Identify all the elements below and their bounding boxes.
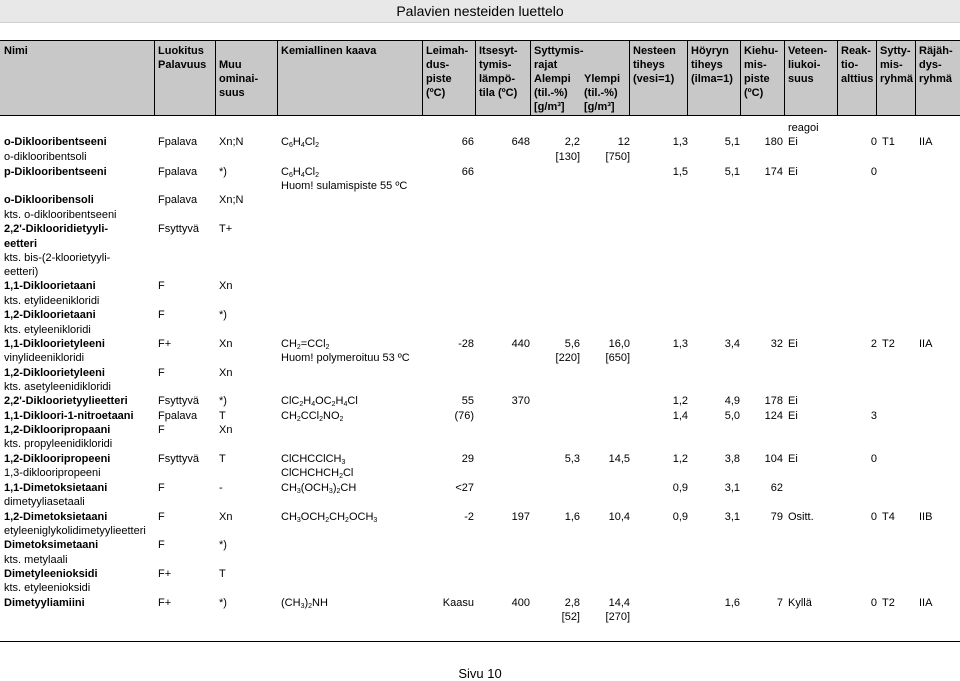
- table-cell: $C_6H_4Cl_2$: [281, 166, 320, 179]
- table-cell: *): [219, 166, 227, 178]
- table-cell: Ei: [788, 410, 798, 422]
- header-nesteen: tiheys: [633, 59, 665, 71]
- header-hoyryn: tiheys: [691, 59, 723, 71]
- table-cell: reagoi: [788, 122, 819, 134]
- table-cell: $CH_3OCH_2CH_2OCH_3$: [281, 511, 378, 524]
- table-cell: kts. etyleenioksidi: [4, 582, 91, 594]
- table-row: [0, 279, 960, 294]
- table-cell: 3,1: [724, 482, 740, 494]
- table-cell: kts. propyleenidikloridi: [4, 438, 113, 450]
- table-cell: Xn: [219, 511, 233, 523]
- table-cell: 14,4: [608, 597, 630, 609]
- page-number: Sivu 10: [458, 666, 502, 681]
- table-cell: 0,9: [672, 482, 688, 494]
- header-luokitus: Luokitus: [158, 45, 204, 57]
- table-cell: 29: [461, 453, 474, 465]
- table-cell: -28: [458, 338, 474, 350]
- table-cell: -: [219, 482, 223, 494]
- header-divider: [422, 41, 423, 115]
- table-cell: 180: [764, 136, 783, 148]
- header-reak: Reak-: [841, 45, 871, 57]
- table-cell: [270]: [605, 611, 630, 623]
- table-cell: Fpalava: [158, 166, 198, 178]
- table-cell: -2: [464, 511, 474, 523]
- table-cell: 3,4: [724, 338, 740, 350]
- table-cell: Kaasu: [442, 597, 474, 609]
- table-cell: 55: [461, 395, 474, 407]
- table-cell: 440: [511, 338, 530, 350]
- table-cell: 1,1-Dikloorietyleeni: [4, 338, 105, 350]
- header-kiehu: mis-: [744, 59, 767, 71]
- header-sytty: mis-: [880, 59, 903, 71]
- table-cell: 14,5: [608, 453, 630, 465]
- table-row: [0, 495, 960, 510]
- table-row: [0, 135, 960, 150]
- table-row: [0, 366, 960, 381]
- header-nimi: Nimi: [4, 45, 28, 57]
- table-cell: [52]: [561, 611, 580, 623]
- table-row: [0, 380, 960, 395]
- header-leimah: (ºC): [426, 87, 446, 99]
- table-cell: F: [158, 424, 165, 436]
- table-row: [0, 553, 960, 568]
- table-row: [0, 567, 960, 582]
- table-cell: 5,1: [724, 166, 740, 178]
- header-leimah: Leimah-: [426, 45, 469, 57]
- table-cell: IIA: [919, 338, 933, 350]
- header-sytty: ryhmä: [880, 73, 914, 85]
- table-cell: Xn: [219, 280, 233, 292]
- header-alempi: Alempi: [534, 73, 571, 85]
- table-cell: F: [158, 511, 165, 523]
- header-divider: [629, 41, 630, 115]
- table-cell: 12: [617, 136, 630, 148]
- header-divider: [154, 41, 155, 115]
- header-ylempi: (til.-%): [584, 87, 618, 99]
- table-row: [0, 150, 960, 165]
- table-cell: 5,0: [724, 410, 740, 422]
- table-cell: T4: [882, 511, 895, 523]
- header-kaava: Kemiallinen kaava: [281, 45, 377, 57]
- table-cell: 1,2: [672, 395, 688, 407]
- header-syttymisrajat: Syttymis-: [534, 45, 584, 57]
- table-cell: 174: [764, 166, 783, 178]
- table-cell: T: [219, 410, 226, 422]
- table-cell: 16,0: [608, 338, 630, 350]
- table-cell: kts. metylaali: [4, 554, 68, 566]
- header-itsesyt: tila (ºC): [479, 87, 518, 99]
- header-muu: ominai-: [219, 73, 259, 85]
- table-cell: 66: [461, 136, 474, 148]
- header-divider: [837, 41, 838, 115]
- header-kiehu: Kiehu-: [744, 45, 779, 57]
- table-cell: T: [219, 568, 226, 580]
- table-cell: 1,3-diklooripropeeni: [4, 467, 101, 479]
- table-cell: 1,2-Dikloorietyleeni: [4, 367, 105, 379]
- header-itsesyt: Itsesyt-: [479, 45, 518, 57]
- table-cell: kts. bis-(2-kloorietyyli-: [4, 252, 111, 264]
- table-cell: T: [219, 453, 226, 465]
- header-hoyryn: Höyryn: [691, 45, 729, 57]
- table-cell: T2: [882, 597, 895, 609]
- header-ylempi: Ylempi: [584, 73, 621, 85]
- table-row: [0, 466, 960, 481]
- header-veteen: Veteen-: [788, 45, 828, 57]
- table-cell: Fsyttyvä: [158, 223, 199, 235]
- header-kiehu: piste: [744, 73, 770, 85]
- table-cell: 1,2-Diklooripropaani: [4, 424, 111, 436]
- table-cell: (76): [454, 410, 474, 422]
- table-cell: 648: [511, 136, 530, 148]
- table-cell: <27: [455, 482, 474, 494]
- table-cell: eetteri): [4, 266, 39, 278]
- table-cell: 124: [764, 410, 783, 422]
- table-cell: Huom! polymeroituu 53 ºC: [281, 352, 410, 364]
- table-row: [0, 337, 960, 352]
- table-cell: 2,2'-Dikloorietyylieetteri: [4, 395, 128, 407]
- header-divider: [277, 41, 278, 115]
- header-itsesyt: tymis-: [479, 59, 512, 71]
- table-cell: Xn: [219, 367, 233, 379]
- table-cell: ClCHCHCH$_2$Cl: [281, 467, 354, 480]
- table-cell: Fsyttyvä: [158, 395, 199, 407]
- table-cell: 178: [764, 395, 783, 407]
- header-reak: tio-: [841, 59, 859, 71]
- table-cell: IIA: [919, 597, 933, 609]
- table-cell: 1,1-Dikloori-1-nitroetaani: [4, 410, 134, 422]
- table-cell: F: [158, 367, 165, 379]
- table-header: [0, 41, 960, 116]
- table-cell: o-Diklooribensoli: [4, 194, 94, 206]
- table-row: [0, 481, 960, 496]
- table-cell: $CH_2CCl_2NO_2$: [281, 410, 344, 423]
- header-reak: alttius: [841, 73, 874, 85]
- table-row: [0, 237, 960, 252]
- table-cell: $CH_2=CCl_2$: [281, 338, 330, 351]
- header-divider: [784, 41, 785, 115]
- table-cell: [650]: [605, 352, 630, 364]
- table-row: [0, 524, 960, 539]
- table-cell: 1,2: [672, 453, 688, 465]
- header-divider: [740, 41, 741, 115]
- table-cell: IIA: [919, 136, 933, 148]
- header-hoyryn: (ilma=1): [691, 73, 733, 85]
- header-rajah: dys-: [919, 59, 942, 71]
- table-cell: *): [219, 309, 227, 321]
- header-palavuus: Palavuus: [158, 59, 207, 71]
- table-cell: 0,9: [672, 511, 688, 523]
- table-row: [0, 437, 960, 452]
- header-divider: [215, 41, 216, 115]
- table-cell: Ei: [788, 395, 798, 407]
- table-cell: eetteri: [4, 238, 38, 250]
- table-cell: 1,6: [724, 597, 740, 609]
- table-cell: Fpalava: [158, 194, 198, 206]
- table-row: [0, 610, 960, 625]
- table-cell: F: [158, 280, 165, 292]
- table-cell: o-Diklooribentseeni: [4, 136, 107, 148]
- table-cell: Ei: [788, 338, 798, 350]
- table-cell: kts. etylideenikloridi: [4, 295, 100, 307]
- table-cell: F+: [158, 597, 172, 609]
- table-cell: 32: [770, 338, 783, 350]
- table-cell: Ei: [788, 136, 798, 148]
- table-cell: T2: [882, 338, 895, 350]
- table-cell: 10,4: [608, 511, 630, 523]
- table-cell: kts. asetyleenidikloridi: [4, 381, 111, 393]
- table-row: [0, 208, 960, 223]
- table-cell: 1,5: [672, 166, 688, 178]
- header-divider: [915, 41, 916, 115]
- table-cell: F: [158, 539, 165, 551]
- table-row: [0, 179, 960, 194]
- header-alempi: [g/m³]: [534, 101, 565, 113]
- header-divider: [687, 41, 688, 115]
- table-row: [0, 323, 960, 338]
- header-kiehu: (ºC): [744, 87, 764, 99]
- table-cell: 0: [870, 597, 877, 609]
- table-cell: F: [158, 482, 165, 494]
- table-cell: *): [219, 597, 227, 609]
- table-cell: $ClC_2H_4OC_2H_4Cl$: [281, 395, 358, 408]
- header-leimah: dus-: [426, 59, 450, 71]
- table-cell: Dimetyleenioksidi: [4, 568, 98, 580]
- table-row: [0, 581, 960, 596]
- table-row: [0, 423, 960, 438]
- window-title: Palavien nesteiden luettelo: [0, 0, 960, 23]
- table-cell: F+: [158, 568, 172, 580]
- table-row: [0, 596, 960, 611]
- header-divider: [530, 41, 531, 115]
- document-sheet: [0, 40, 960, 642]
- header-muu: Muu: [219, 59, 242, 71]
- table-cell: 3,8: [724, 453, 740, 465]
- table-cell: $CH_3(OCH_3)_2CH$: [281, 482, 357, 495]
- table-row: [0, 265, 960, 280]
- table-cell: F: [158, 309, 165, 321]
- table-cell: *): [219, 395, 227, 407]
- table-cell: 1,1-Dimetoksietaani: [4, 482, 108, 494]
- table-cell: 62: [770, 482, 783, 494]
- header-syttymisrajat: rajat: [534, 59, 558, 71]
- table-row: [0, 510, 960, 525]
- table-cell: 0: [870, 136, 877, 148]
- header-sytty: Sytty-: [880, 45, 911, 57]
- table-cell: 370: [511, 395, 530, 407]
- table-cell: kts. o-diklooribentseeni: [4, 209, 117, 221]
- table-cell: 79: [770, 511, 783, 523]
- table-cell: 1,2-Diklooripropeeni: [4, 453, 111, 465]
- table-cell: 197: [511, 511, 530, 523]
- table-cell: p-Diklooribentseeni: [4, 166, 107, 178]
- header-divider: [475, 41, 476, 115]
- table-cell: IIB: [919, 511, 933, 523]
- table-cell: Huom! sulamispiste 55 ºC: [281, 180, 408, 192]
- table-row: [0, 193, 960, 208]
- header-muu: suus: [219, 87, 245, 99]
- table-cell: 1,1-Dikloorietaani: [4, 280, 96, 292]
- table-cell: 0: [870, 453, 877, 465]
- table-cell: F+: [158, 338, 172, 350]
- header-nesteen: (vesi=1): [633, 73, 675, 85]
- table-row: [0, 394, 960, 409]
- header-veteen: liukoi-: [788, 59, 821, 71]
- header-alempi: (til.-%): [534, 87, 568, 99]
- table-cell: kts. etyleenikloridi: [4, 324, 91, 336]
- table-cell: T+: [219, 223, 233, 235]
- table-cell: 400: [511, 597, 530, 609]
- table-cell: Xn: [219, 424, 233, 436]
- table-row: [0, 165, 960, 180]
- table-cell: 104: [764, 453, 783, 465]
- table-cell: Xn;N: [219, 136, 244, 148]
- table-cell: 2,2: [564, 136, 580, 148]
- table-cell: o-diklooribentsoli: [4, 151, 87, 163]
- table-cell: $(CH_3)_2NH$: [281, 597, 328, 610]
- header-veteen: suus: [788, 73, 814, 85]
- table-cell: 3: [870, 410, 877, 422]
- table-cell: 1,2-Dikloorietaani: [4, 309, 96, 321]
- table-cell: Dimetyyliamiini: [4, 597, 85, 609]
- table-cell: Ei: [788, 453, 798, 465]
- table-cell: Xn;N: [219, 194, 244, 206]
- table-cell: Kyllä: [788, 597, 812, 609]
- table-cell: 0: [870, 511, 877, 523]
- header-itsesyt: lämpö-: [479, 73, 516, 85]
- table-cell: Ositt.: [788, 511, 814, 523]
- table-cell: Xn: [219, 338, 233, 350]
- table-cell: 0: [870, 166, 877, 178]
- table-row: [0, 308, 960, 323]
- header-ylempi: [g/m³]: [584, 101, 615, 113]
- table-cell: ClCHCClCH$_3$: [281, 453, 346, 466]
- table-cell: Fsyttyvä: [158, 453, 199, 465]
- header-rajah: Räjäh-: [919, 45, 953, 57]
- table-row: [0, 538, 960, 553]
- table-row: [0, 222, 960, 237]
- table-cell: 5,6: [564, 338, 580, 350]
- table-row: [0, 251, 960, 266]
- table-cell: $C_6H_4Cl_2$: [281, 136, 320, 149]
- table-cell: 3,1: [724, 511, 740, 523]
- table-cell: [130]: [555, 151, 580, 163]
- table-cell: *): [219, 539, 227, 551]
- table-cell: Fpalava: [158, 410, 198, 422]
- table-cell: 2,8: [564, 597, 580, 609]
- table-cell: 1,3: [672, 136, 688, 148]
- table-cell: [750]: [605, 151, 630, 163]
- table-row: [0, 294, 960, 309]
- table-cell: T1: [882, 136, 895, 148]
- table-cell: 4,9: [724, 395, 740, 407]
- table-cell: 1,4: [672, 410, 688, 422]
- table-row: [0, 121, 960, 136]
- table-cell: etyleeniglykolidimetyylieetteri: [4, 525, 146, 537]
- table-cell: [220]: [555, 352, 580, 364]
- table-cell: 5,3: [564, 453, 580, 465]
- table-cell: 66: [461, 166, 474, 178]
- table-cell: vinylideenikloridi: [4, 352, 85, 364]
- table-row: [0, 409, 960, 424]
- table-cell: dimetyyliasetaali: [4, 496, 85, 508]
- header-nesteen: Nesteen: [633, 45, 676, 57]
- table-cell: 2: [870, 338, 877, 350]
- table-cell: Fpalava: [158, 136, 198, 148]
- table-cell: 1,6: [564, 511, 580, 523]
- header-rajah: ryhmä: [919, 73, 953, 85]
- table-cell: 5,1: [724, 136, 740, 148]
- table-cell: 7: [776, 597, 783, 609]
- table-cell: 1,2-Dimetoksietaani: [4, 511, 108, 523]
- table-cell: 1,3: [672, 338, 688, 350]
- table-cell: Dimetoksimetaani: [4, 539, 99, 551]
- header-divider: [876, 41, 877, 115]
- table-row: [0, 351, 960, 366]
- table-row: [0, 452, 960, 467]
- table-cell: Ei: [788, 166, 798, 178]
- table-cell: 2,2'-Diklooridietyyli-: [4, 223, 109, 235]
- header-leimah: piste: [426, 73, 452, 85]
